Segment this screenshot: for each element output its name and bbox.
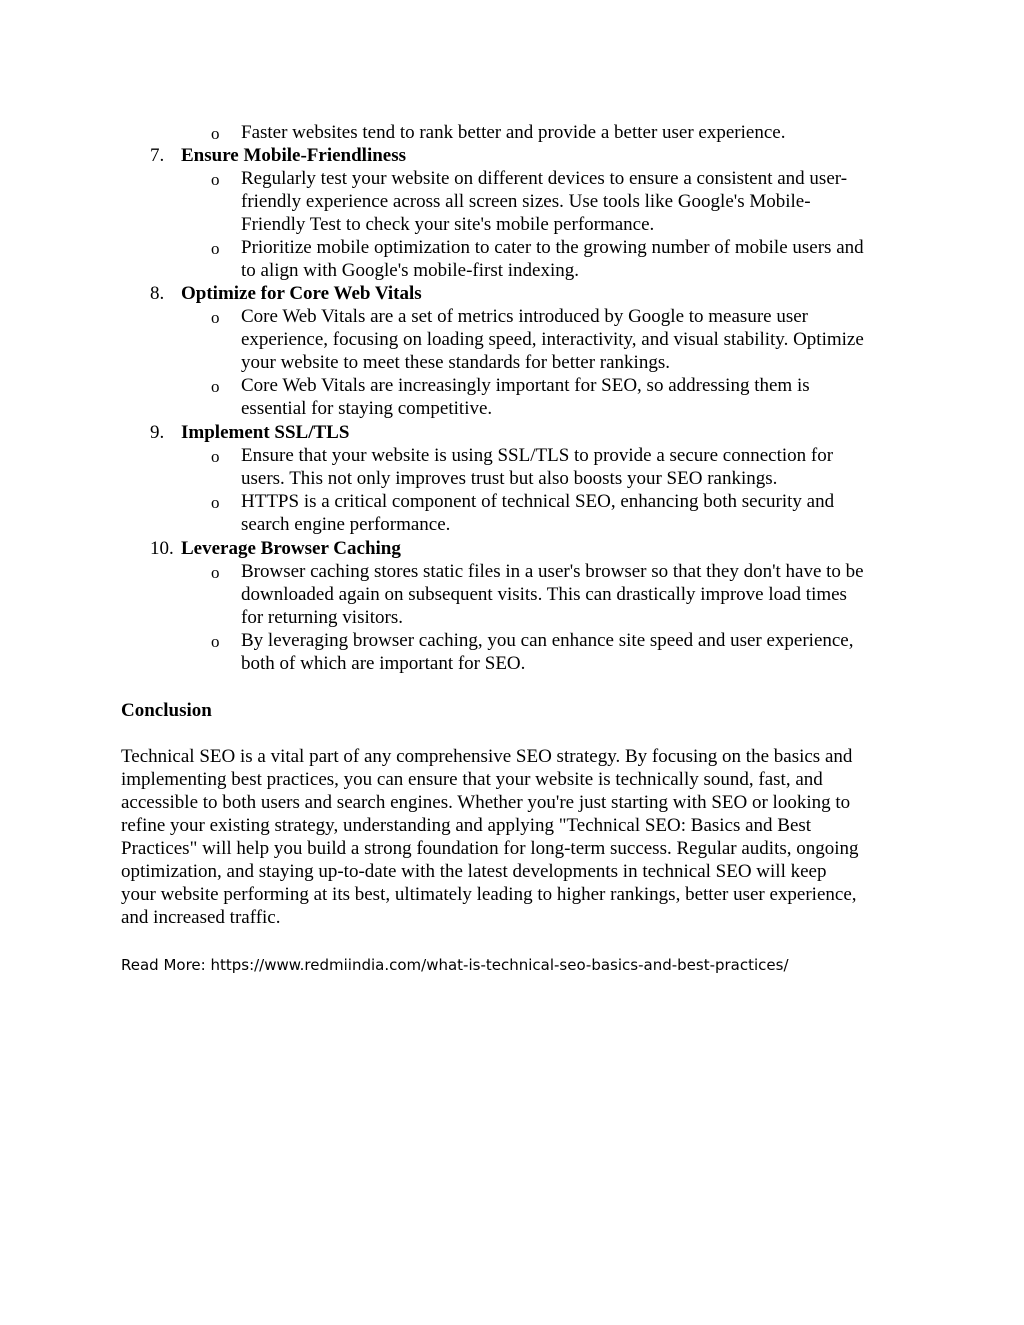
bullet-text-line: Core Web Vitals are a set of metrics introduced by Google to measure user xyxy=(241,306,808,327)
conclusion-paragraph-line: Technical SEO is a vital part of any comprehensive SEO strategy. By focusing on the basics and xyxy=(121,746,853,767)
bullet-text-line: Browser caching stores static files in a user's browser so that they don't have to be xyxy=(241,561,864,582)
section-number: 8. xyxy=(150,283,165,304)
conclusion-paragraph-line: optimization, and staying up-to-date with the latest developments in technical SEO will keep xyxy=(121,861,827,882)
bullet-marker: o xyxy=(211,563,220,582)
section-title: Leverage Browser Caching xyxy=(181,538,401,559)
bullet-text-line: Ensure that your website is using SSL/TLS to provide a secure connection for xyxy=(241,445,834,466)
conclusion-paragraph-line: and increased traffic. xyxy=(121,907,281,928)
section-title: Ensure Mobile-Friendliness xyxy=(181,145,407,166)
bullet-text-line: HTTPS is a critical component of technical SEO, enhancing both security and xyxy=(241,491,835,512)
bullet-text-line: to align with Google's mobile-first indexing. xyxy=(241,260,579,281)
section-number: 9. xyxy=(150,422,165,443)
bullet-marker: o xyxy=(211,239,220,258)
section-number: 10. xyxy=(150,538,174,559)
bullet-marker: o xyxy=(211,170,220,189)
bullet-marker: o xyxy=(211,308,220,327)
bullet-text-line: search engine performance. xyxy=(241,514,451,535)
bullet-marker: o xyxy=(211,124,220,143)
bullet-text-line: friendly experience across all screen sizes. Use tools like Google's Mobile- xyxy=(241,191,811,212)
conclusion-paragraph-line: your website performing at its best, ultimately leading to higher rankings, better user experience, xyxy=(121,884,857,905)
bullet-marker: o xyxy=(211,493,220,512)
section-title: Optimize for Core Web Vitals xyxy=(181,283,422,304)
bullet-text-line: users. This not only improves trust but also boosts your SEO rankings. xyxy=(241,468,778,489)
bullet-text-line: Regularly test your website on different devices to ensure a consistent and user- xyxy=(241,168,848,189)
bullet-text-line: essential for staying competitive. xyxy=(241,398,493,419)
conclusion-paragraph-line: refine your existing strategy, understanding and applying "Technical SEO: Basics and Best xyxy=(121,815,812,836)
bullet-text-line: Friendly Test to check your site's mobile performance. xyxy=(241,214,655,235)
bullet-text-line: downloaded again on subsequent visits. This can drastically improve load times xyxy=(241,584,847,605)
section-title: Implement SSL/TLS xyxy=(181,422,350,443)
bullet-marker: o xyxy=(211,447,220,466)
bullet-text-line: Core Web Vitals are increasingly important for SEO, so addressing them is xyxy=(241,375,810,396)
bullet-text-line: both of which are important for SEO. xyxy=(241,653,526,674)
bullet-text-line: Prioritize mobile optimization to cater to the growing number of mobile users and xyxy=(241,237,864,258)
read-more-link[interactable]: Read More: https://www.redmiindia.com/what-is-technical-seo-basics-and-best-practices/ xyxy=(121,956,789,974)
conclusion-paragraph-line: Practices" will help you build a strong foundation for long-term success. Regular audits, ongoing xyxy=(121,838,859,859)
conclusion-paragraph-line: accessible to both users and search engines. Whether you're just starting with SEO or looking to xyxy=(121,792,851,813)
bullet-text-line: Faster websites tend to rank better and provide a better user experience. xyxy=(241,122,786,143)
section-number: 7. xyxy=(150,145,165,166)
bullet-marker: o xyxy=(211,377,220,396)
conclusion-paragraph-line: implementing best practices, you can ensure that your website is technically sound, fast, and xyxy=(121,769,823,790)
bullet-text-line: for returning visitors. xyxy=(241,607,404,628)
bullet-text-line: By leveraging browser caching, you can enhance site speed and user experience, xyxy=(241,630,854,651)
bullet-marker: o xyxy=(211,632,220,651)
bullet-text-line: your website to meet these standards for better rankings. xyxy=(241,352,670,373)
bullet-text-line: experience, focusing on loading speed, interactivity, and visual stability. Optimize xyxy=(241,329,864,350)
conclusion-heading: Conclusion xyxy=(121,700,212,721)
